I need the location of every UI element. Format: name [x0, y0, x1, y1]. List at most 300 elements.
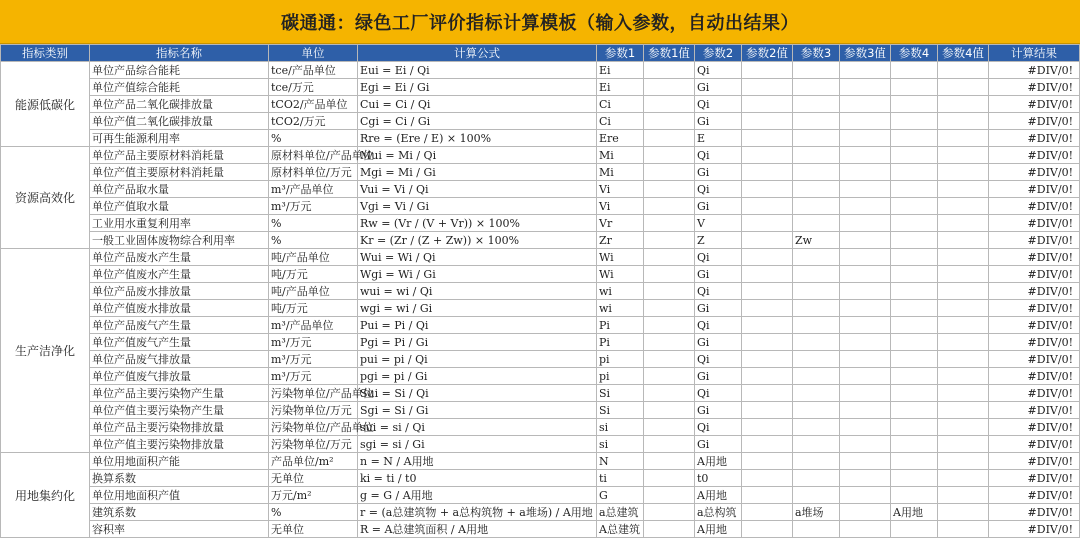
param3-name-cell[interactable] [793, 453, 840, 470]
indicator-name-cell[interactable]: 单位产品废水产生量 [90, 249, 269, 266]
param2-name-cell[interactable]: Qi [695, 249, 742, 266]
indicator-name-cell[interactable]: 单位产品二氧化碳排放量 [90, 96, 269, 113]
formula-cell[interactable]: Eui = Ei / Qi [358, 62, 597, 79]
indicator-name-cell[interactable]: 工业用水重复利用率 [90, 215, 269, 232]
unit-cell[interactable]: 无单位 [269, 521, 358, 538]
indicator-name-cell[interactable]: 单位产品废水排放量 [90, 283, 269, 300]
param3-value-cell[interactable] [840, 317, 891, 334]
param1-value-cell[interactable] [644, 130, 695, 147]
indicator-name-cell[interactable]: 单位产品取水量 [90, 181, 269, 198]
param2-name-cell[interactable]: a总构筑 [695, 504, 742, 521]
param3-name-cell[interactable] [793, 198, 840, 215]
param1-name-cell[interactable]: si [597, 419, 644, 436]
param1-name-cell[interactable]: Pi [597, 334, 644, 351]
param1-value-cell[interactable] [644, 521, 695, 538]
column-header[interactable]: 指标类别 [1, 45, 90, 62]
param1-name-cell[interactable]: si [597, 436, 644, 453]
param4-value-cell[interactable] [938, 181, 989, 198]
indicator-name-cell[interactable]: 建筑系数 [90, 504, 269, 521]
param4-name-cell[interactable] [891, 453, 938, 470]
param4-name-cell[interactable] [891, 300, 938, 317]
param2-name-cell[interactable]: E [695, 130, 742, 147]
formula-cell[interactable]: Sui = Si / Qi [358, 385, 597, 402]
param4-value-cell[interactable] [938, 334, 989, 351]
param4-value-cell[interactable] [938, 283, 989, 300]
param3-name-cell[interactable] [793, 334, 840, 351]
indicator-name-cell[interactable]: 换算系数 [90, 470, 269, 487]
formula-cell[interactable]: wgi = wi / Gi [358, 300, 597, 317]
param2-value-cell[interactable] [742, 487, 793, 504]
param4-name-cell[interactable] [891, 215, 938, 232]
param3-name-cell[interactable] [793, 300, 840, 317]
param2-value-cell[interactable] [742, 334, 793, 351]
result-cell[interactable]: #DIV/0! [989, 317, 1080, 334]
indicator-name-cell[interactable]: 单位用地面积产能 [90, 453, 269, 470]
param1-value-cell[interactable] [644, 436, 695, 453]
param4-name-cell[interactable] [891, 351, 938, 368]
column-header[interactable]: 计算结果 [989, 45, 1080, 62]
param2-name-cell[interactable]: Qi [695, 385, 742, 402]
param3-value-cell[interactable] [840, 164, 891, 181]
unit-cell[interactable]: m³/产品单位 [269, 181, 358, 198]
result-cell[interactable]: #DIV/0! [989, 470, 1080, 487]
formula-cell[interactable]: pgi = pi / Gi [358, 368, 597, 385]
param3-name-cell[interactable] [793, 470, 840, 487]
param3-value-cell[interactable] [840, 521, 891, 538]
indicator-name-cell[interactable]: 容积率 [90, 521, 269, 538]
param2-name-cell[interactable]: Z [695, 232, 742, 249]
result-cell[interactable]: #DIV/0! [989, 385, 1080, 402]
param1-name-cell[interactable]: Pi [597, 317, 644, 334]
param1-name-cell[interactable]: G [597, 487, 644, 504]
result-cell[interactable]: #DIV/0! [989, 181, 1080, 198]
param3-value-cell[interactable] [840, 334, 891, 351]
indicator-name-cell[interactable]: 单位产值综合能耗 [90, 79, 269, 96]
result-cell[interactable]: #DIV/0! [989, 198, 1080, 215]
formula-cell[interactable]: sgi = si / Gi [358, 436, 597, 453]
param2-name-cell[interactable]: A用地 [695, 521, 742, 538]
result-cell[interactable]: #DIV/0! [989, 113, 1080, 130]
formula-cell[interactable]: sui = si / Qi [358, 419, 597, 436]
param2-value-cell[interactable] [742, 453, 793, 470]
unit-cell[interactable]: m³/产品单位 [269, 317, 358, 334]
unit-cell[interactable]: tce/产品单位 [269, 62, 358, 79]
param1-name-cell[interactable]: pi [597, 368, 644, 385]
unit-cell[interactable]: m³/万元 [269, 351, 358, 368]
result-cell[interactable]: #DIV/0! [989, 419, 1080, 436]
param1-name-cell[interactable]: Ei [597, 79, 644, 96]
indicator-name-cell[interactable]: 单位产品废气排放量 [90, 351, 269, 368]
param4-value-cell[interactable] [938, 232, 989, 249]
param1-value-cell[interactable] [644, 487, 695, 504]
indicator-name-cell[interactable]: 单位用地面积产值 [90, 487, 269, 504]
param1-name-cell[interactable]: Wi [597, 266, 644, 283]
indicator-name-cell[interactable]: 单位产值废水排放量 [90, 300, 269, 317]
column-header[interactable]: 指标名称 [90, 45, 269, 62]
param3-value-cell[interactable] [840, 419, 891, 436]
param4-value-cell[interactable] [938, 164, 989, 181]
formula-cell[interactable]: Pui = Pi / Qi [358, 317, 597, 334]
param3-name-cell[interactable] [793, 96, 840, 113]
param2-name-cell[interactable]: Gi [695, 300, 742, 317]
formula-cell[interactable]: Rw = (Vr / (V + Vr)) × 100% [358, 215, 597, 232]
formula-cell[interactable]: Cui = Ci / Qi [358, 96, 597, 113]
param2-value-cell[interactable] [742, 402, 793, 419]
param1-name-cell[interactable]: Ci [597, 96, 644, 113]
param4-name-cell[interactable] [891, 385, 938, 402]
formula-cell[interactable]: Vui = Vi / Qi [358, 181, 597, 198]
param4-value-cell[interactable] [938, 130, 989, 147]
column-header[interactable]: 计算公式 [358, 45, 597, 62]
param3-name-cell[interactable] [793, 487, 840, 504]
formula-cell[interactable]: Wgi = Wi / Gi [358, 266, 597, 283]
param1-value-cell[interactable] [644, 181, 695, 198]
unit-cell[interactable]: % [269, 232, 358, 249]
category-cell[interactable]: 资源高效化 [1, 147, 90, 249]
param1-value-cell[interactable] [644, 300, 695, 317]
indicator-name-cell[interactable]: 单位产值主要污染物产生量 [90, 402, 269, 419]
param3-name-cell[interactable]: Zw [793, 232, 840, 249]
param1-value-cell[interactable] [644, 198, 695, 215]
formula-cell[interactable]: Sgi = Si / Gi [358, 402, 597, 419]
result-cell[interactable]: #DIV/0! [989, 453, 1080, 470]
param3-name-cell[interactable] [793, 521, 840, 538]
param3-value-cell[interactable] [840, 453, 891, 470]
param4-name-cell[interactable] [891, 198, 938, 215]
param1-name-cell[interactable]: a总建筑 [597, 504, 644, 521]
param4-value-cell[interactable] [938, 453, 989, 470]
param3-value-cell[interactable] [840, 215, 891, 232]
param1-value-cell[interactable] [644, 232, 695, 249]
param3-name-cell[interactable] [793, 368, 840, 385]
param3-name-cell[interactable] [793, 62, 840, 79]
param2-value-cell[interactable] [742, 283, 793, 300]
formula-cell[interactable]: pui = pi / Qi [358, 351, 597, 368]
indicator-name-cell[interactable]: 单位产值废气排放量 [90, 368, 269, 385]
param4-value-cell[interactable] [938, 436, 989, 453]
param1-name-cell[interactable]: Ci [597, 113, 644, 130]
param3-value-cell[interactable] [840, 351, 891, 368]
formula-cell[interactable]: r = (a总建筑物 + a总构筑物 + a堆场) / A用地 [358, 504, 597, 521]
param3-name-cell[interactable] [793, 249, 840, 266]
param4-value-cell[interactable] [938, 419, 989, 436]
param2-value-cell[interactable] [742, 317, 793, 334]
param4-value-cell[interactable] [938, 62, 989, 79]
param3-value-cell[interactable] [840, 266, 891, 283]
param4-name-cell[interactable] [891, 249, 938, 266]
result-cell[interactable]: #DIV/0! [989, 436, 1080, 453]
param3-value-cell[interactable] [840, 368, 891, 385]
param1-name-cell[interactable]: ti [597, 470, 644, 487]
result-cell[interactable]: #DIV/0! [989, 232, 1080, 249]
unit-cell[interactable]: 原材料单位/万元 [269, 164, 358, 181]
param2-name-cell[interactable]: Gi [695, 266, 742, 283]
param4-name-cell[interactable] [891, 79, 938, 96]
param3-name-cell[interactable] [793, 436, 840, 453]
param4-value-cell[interactable] [938, 147, 989, 164]
param1-value-cell[interactable] [644, 62, 695, 79]
result-cell[interactable]: #DIV/0! [989, 249, 1080, 266]
param3-name-cell[interactable] [793, 402, 840, 419]
result-cell[interactable]: #DIV/0! [989, 130, 1080, 147]
param3-name-cell[interactable] [793, 385, 840, 402]
result-cell[interactable]: #DIV/0! [989, 351, 1080, 368]
indicator-name-cell[interactable]: 一般工业固体废物综合利用率 [90, 232, 269, 249]
param4-name-cell[interactable] [891, 419, 938, 436]
param4-value-cell[interactable] [938, 504, 989, 521]
column-header[interactable]: 参数4 [891, 45, 938, 62]
param3-value-cell[interactable] [840, 198, 891, 215]
param1-name-cell[interactable]: wi [597, 283, 644, 300]
indicator-name-cell[interactable]: 单位产品主要原材料消耗量 [90, 147, 269, 164]
param4-value-cell[interactable] [938, 215, 989, 232]
param1-name-cell[interactable]: Mi [597, 147, 644, 164]
param1-name-cell[interactable]: Zr [597, 232, 644, 249]
param3-value-cell[interactable] [840, 79, 891, 96]
param3-value-cell[interactable] [840, 147, 891, 164]
param1-name-cell[interactable]: N [597, 453, 644, 470]
param2-name-cell[interactable]: Gi [695, 334, 742, 351]
param4-name-cell[interactable] [891, 266, 938, 283]
unit-cell[interactable]: m³/万元 [269, 198, 358, 215]
param4-value-cell[interactable] [938, 487, 989, 504]
param3-value-cell[interactable] [840, 300, 891, 317]
param1-value-cell[interactable] [644, 96, 695, 113]
unit-cell[interactable]: 万元/m² [269, 487, 358, 504]
param4-name-cell[interactable] [891, 96, 938, 113]
indicator-name-cell[interactable]: 可再生能源利用率 [90, 130, 269, 147]
result-cell[interactable]: #DIV/0! [989, 96, 1080, 113]
column-header[interactable]: 参数3 [793, 45, 840, 62]
param4-value-cell[interactable] [938, 521, 989, 538]
param2-value-cell[interactable] [742, 351, 793, 368]
unit-cell[interactable]: m³/万元 [269, 368, 358, 385]
param4-value-cell[interactable] [938, 96, 989, 113]
param1-value-cell[interactable] [644, 368, 695, 385]
param2-value-cell[interactable] [742, 368, 793, 385]
param3-value-cell[interactable] [840, 487, 891, 504]
param1-name-cell[interactable]: wi [597, 300, 644, 317]
result-cell[interactable]: #DIV/0! [989, 266, 1080, 283]
param4-name-cell[interactable] [891, 402, 938, 419]
param2-value-cell[interactable] [742, 249, 793, 266]
formula-cell[interactable]: ki = ti / t0 [358, 470, 597, 487]
unit-cell[interactable]: 原材料单位/产品单位 [269, 147, 358, 164]
param2-value-cell[interactable] [742, 300, 793, 317]
param4-value-cell[interactable] [938, 368, 989, 385]
param4-name-cell[interactable] [891, 130, 938, 147]
param4-name-cell[interactable] [891, 62, 938, 79]
param2-value-cell[interactable] [742, 79, 793, 96]
param3-value-cell[interactable] [840, 96, 891, 113]
param3-name-cell[interactable] [793, 283, 840, 300]
param1-value-cell[interactable] [644, 453, 695, 470]
unit-cell[interactable]: % [269, 130, 358, 147]
param4-name-cell[interactable] [891, 113, 938, 130]
formula-cell[interactable]: Cgi = Ci / Gi [358, 113, 597, 130]
param1-name-cell[interactable]: Vi [597, 181, 644, 198]
param4-value-cell[interactable] [938, 385, 989, 402]
param3-name-cell[interactable]: a堆场 [793, 504, 840, 521]
param1-value-cell[interactable] [644, 249, 695, 266]
param2-value-cell[interactable] [742, 198, 793, 215]
indicator-name-cell[interactable]: 单位产品主要污染物排放量 [90, 419, 269, 436]
indicator-name-cell[interactable]: 单位产值废气产生量 [90, 334, 269, 351]
category-cell[interactable]: 能源低碳化 [1, 62, 90, 147]
param4-name-cell[interactable] [891, 283, 938, 300]
formula-cell[interactable]: g = G / A用地 [358, 487, 597, 504]
param2-name-cell[interactable]: Gi [695, 113, 742, 130]
param3-value-cell[interactable] [840, 470, 891, 487]
param1-name-cell[interactable]: Vr [597, 215, 644, 232]
param1-value-cell[interactable] [644, 385, 695, 402]
param2-name-cell[interactable]: t0 [695, 470, 742, 487]
indicator-name-cell[interactable]: 单位产值废水产生量 [90, 266, 269, 283]
param3-name-cell[interactable] [793, 113, 840, 130]
param1-value-cell[interactable] [644, 470, 695, 487]
param2-name-cell[interactable]: Qi [695, 62, 742, 79]
column-header[interactable]: 参数1 [597, 45, 644, 62]
param1-name-cell[interactable]: Ei [597, 62, 644, 79]
param3-value-cell[interactable] [840, 249, 891, 266]
param1-name-cell[interactable]: A总建筑 [597, 521, 644, 538]
param2-value-cell[interactable] [742, 62, 793, 79]
param3-value-cell[interactable] [840, 232, 891, 249]
param1-name-cell[interactable]: Si [597, 385, 644, 402]
result-cell[interactable]: #DIV/0! [989, 62, 1080, 79]
param3-value-cell[interactable] [840, 504, 891, 521]
param2-value-cell[interactable] [742, 130, 793, 147]
unit-cell[interactable]: 无单位 [269, 470, 358, 487]
column-header[interactable]: 单位 [269, 45, 358, 62]
param1-value-cell[interactable] [644, 147, 695, 164]
param2-value-cell[interactable] [742, 385, 793, 402]
param1-name-cell[interactable]: Vi [597, 198, 644, 215]
param2-name-cell[interactable]: Qi [695, 283, 742, 300]
param1-name-cell[interactable]: pi [597, 351, 644, 368]
param2-name-cell[interactable]: Gi [695, 436, 742, 453]
param1-value-cell[interactable] [644, 402, 695, 419]
param1-value-cell[interactable] [644, 79, 695, 96]
unit-cell[interactable]: 污染物单位/万元 [269, 436, 358, 453]
param1-value-cell[interactable] [644, 266, 695, 283]
param1-value-cell[interactable] [644, 113, 695, 130]
param3-name-cell[interactable] [793, 164, 840, 181]
param4-name-cell[interactable] [891, 436, 938, 453]
param2-value-cell[interactable] [742, 521, 793, 538]
unit-cell[interactable]: 吨/万元 [269, 300, 358, 317]
param2-name-cell[interactable]: Gi [695, 368, 742, 385]
param1-value-cell[interactable] [644, 164, 695, 181]
param3-name-cell[interactable] [793, 215, 840, 232]
param2-name-cell[interactable]: Gi [695, 198, 742, 215]
column-header[interactable]: 参数2值 [742, 45, 793, 62]
param1-name-cell[interactable]: Wi [597, 249, 644, 266]
param4-value-cell[interactable] [938, 300, 989, 317]
param2-value-cell[interactable] [742, 181, 793, 198]
result-cell[interactable]: #DIV/0! [989, 487, 1080, 504]
param2-name-cell[interactable]: Qi [695, 147, 742, 164]
result-cell[interactable]: #DIV/0! [989, 521, 1080, 538]
result-cell[interactable]: #DIV/0! [989, 300, 1080, 317]
param4-name-cell[interactable] [891, 317, 938, 334]
param4-value-cell[interactable] [938, 402, 989, 419]
param4-name-cell[interactable] [891, 334, 938, 351]
param2-name-cell[interactable]: Qi [695, 419, 742, 436]
param3-value-cell[interactable] [840, 402, 891, 419]
param4-name-cell[interactable] [891, 521, 938, 538]
param2-value-cell[interactable] [742, 232, 793, 249]
param2-name-cell[interactable]: Gi [695, 402, 742, 419]
param2-value-cell[interactable] [742, 215, 793, 232]
param1-name-cell[interactable]: Si [597, 402, 644, 419]
param3-value-cell[interactable] [840, 62, 891, 79]
param4-value-cell[interactable] [938, 351, 989, 368]
param4-value-cell[interactable] [938, 266, 989, 283]
param4-value-cell[interactable] [938, 317, 989, 334]
param2-name-cell[interactable]: Qi [695, 96, 742, 113]
param4-name-cell[interactable] [891, 487, 938, 504]
formula-cell[interactable]: Rre = (Ere / E) × 100% [358, 130, 597, 147]
param2-value-cell[interactable] [742, 113, 793, 130]
unit-cell[interactable]: 吨/万元 [269, 266, 358, 283]
result-cell[interactable]: #DIV/0! [989, 215, 1080, 232]
unit-cell[interactable]: 吨/产品单位 [269, 283, 358, 300]
param1-name-cell[interactable]: Ere [597, 130, 644, 147]
param2-value-cell[interactable] [742, 96, 793, 113]
category-cell[interactable]: 用地集约化 [1, 453, 90, 538]
param4-name-cell[interactable] [891, 181, 938, 198]
formula-cell[interactable]: Egi = Ei / Gi [358, 79, 597, 96]
param2-name-cell[interactable]: A用地 [695, 487, 742, 504]
formula-cell[interactable]: n = N / A用地 [358, 453, 597, 470]
unit-cell[interactable]: tce/万元 [269, 79, 358, 96]
formula-cell[interactable]: R = A总建筑面积 / A用地 [358, 521, 597, 538]
result-cell[interactable]: #DIV/0! [989, 368, 1080, 385]
indicator-name-cell[interactable]: 单位产品综合能耗 [90, 62, 269, 79]
param3-value-cell[interactable] [840, 181, 891, 198]
param1-name-cell[interactable]: Mi [597, 164, 644, 181]
param4-value-cell[interactable] [938, 113, 989, 130]
formula-cell[interactable]: wui = wi / Qi [358, 283, 597, 300]
param2-name-cell[interactable]: A用地 [695, 453, 742, 470]
indicator-name-cell[interactable]: 单位产值二氧化碳排放量 [90, 113, 269, 130]
param4-name-cell[interactable]: A用地 [891, 504, 938, 521]
param2-name-cell[interactable]: Qi [695, 351, 742, 368]
param2-value-cell[interactable] [742, 504, 793, 521]
result-cell[interactable]: #DIV/0! [989, 504, 1080, 521]
param4-value-cell[interactable] [938, 198, 989, 215]
indicator-name-cell[interactable]: 单位产值主要原材料消耗量 [90, 164, 269, 181]
param1-value-cell[interactable] [644, 283, 695, 300]
param1-value-cell[interactable] [644, 504, 695, 521]
param2-name-cell[interactable]: Qi [695, 317, 742, 334]
param3-value-cell[interactable] [840, 283, 891, 300]
category-cell[interactable]: 生产洁净化 [1, 249, 90, 453]
param1-value-cell[interactable] [644, 419, 695, 436]
param3-name-cell[interactable] [793, 317, 840, 334]
unit-cell[interactable]: 污染物单位/产品单位 [269, 385, 358, 402]
formula-cell[interactable]: Kr = (Zr / (Z + Zw)) × 100% [358, 232, 597, 249]
unit-cell[interactable]: 污染物单位/万元 [269, 402, 358, 419]
param1-value-cell[interactable] [644, 317, 695, 334]
unit-cell[interactable]: 吨/产品单位 [269, 249, 358, 266]
column-header[interactable]: 参数2 [695, 45, 742, 62]
param4-name-cell[interactable] [891, 470, 938, 487]
param2-value-cell[interactable] [742, 266, 793, 283]
indicator-name-cell[interactable]: 单位产值主要污染物排放量 [90, 436, 269, 453]
result-cell[interactable]: #DIV/0! [989, 334, 1080, 351]
